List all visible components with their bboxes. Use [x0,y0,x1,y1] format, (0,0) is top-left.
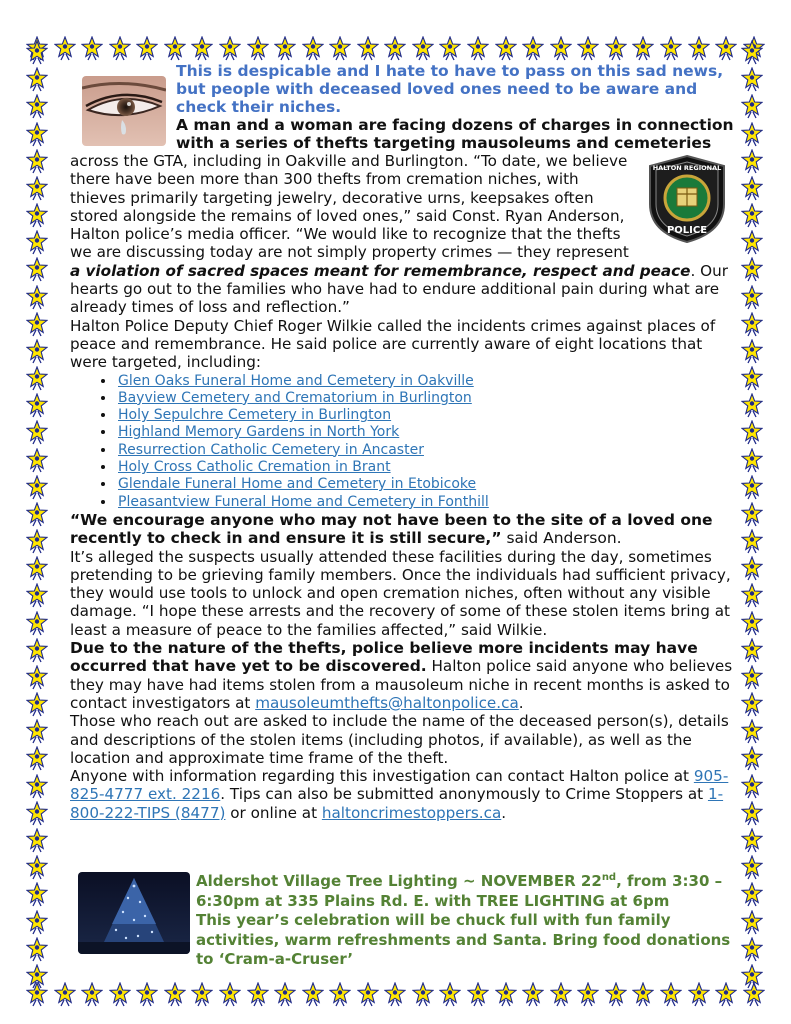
border-star-icon [26,719,48,745]
border-star-icon [164,36,186,62]
border-star-icon [191,982,213,1008]
event-date-suffix: nd [601,872,617,883]
paragraph-1-end: . Our hearts go out to the families who have had to endure additional pain during what are already times of loss and reflection.” [70,261,728,317]
border-star-icon [741,937,763,963]
border-star-icon [26,230,48,256]
border-star-icon [741,774,763,800]
border-star-icon [741,393,763,419]
border-star-icon [26,475,48,501]
location-link[interactable]: Glen Oaks Funeral Home and Cemetery in Oakville [118,372,474,389]
border-star-icon [522,36,544,62]
border-star-icon [54,36,76,62]
border-star-icon [741,40,763,66]
paragraph-1-emphasis: a violation of sacred spaces meant for remembrance, respect and peace [70,261,691,280]
anderson-quote [70,511,740,548]
border-star-icon [26,257,48,283]
border-star-icon [741,638,763,664]
border-star-icon [54,982,76,1008]
border-star-icon [741,122,763,148]
border-star-icon [274,36,296,62]
border-star-icon [741,855,763,881]
border-star-icon [81,982,103,1008]
paragraph-5: Those who reach out are asked to include the name of the deceased person(s), details and descriptions of the stolen items (including photos, if available), as well as the location and approximate time frame of the theft. [70,712,729,767]
border-star-icon [329,36,351,62]
paragraph-4-bold: Due to the nature of the thefts, police believe more incidents may have occurred that have yet to be discovered. [70,639,698,676]
border-star-icon [357,36,379,62]
border-star-icon [357,982,379,1008]
border-star-icon [219,982,241,1008]
list-item [116,494,740,511]
list-item [116,442,740,459]
border-star-icon [495,36,517,62]
location-link[interactable]: Highland Memory Gardens in North York [118,424,400,441]
location-link[interactable]: Glendale Funeral Home and Cemetery in Etobicoke [118,476,477,493]
border-star-icon [741,692,763,718]
border-star-icon [26,94,48,120]
border-star-icon [384,982,406,1008]
paragraph-1 [70,152,740,317]
border-star-icon [26,665,48,691]
border-star-icon [26,855,48,881]
border-star-icon [247,982,269,1008]
border-star-icon [26,583,48,609]
border-star-icon [741,312,763,338]
border-star-icon [26,746,48,772]
border-star-icon [26,122,48,148]
paragraph-4-text: Halton police said anyone who believes they may have had items stolen from a mausoleum niche in recent months is asked to contact investigators at [70,657,733,712]
border-star-icon [605,36,627,62]
border-star-icon [26,339,48,365]
article-headline: This is despicable and I hate to have to pass on this sad news, but people with deceased loved ones need to be aware and check their niches. [176,62,724,116]
border-star-icon [136,36,158,62]
paragraph-4-end: . [518,693,524,712]
halton-police-badge [644,154,730,244]
paragraph-3: It’s alleged the suspects usually attended these facilities during the day, sometimes pretending to be grieving family members. Once the individuals had sufficient privacy, they would use tools to unlock and open cremation niches, often without any visible damage. “I hope these arrests and the recovery of some of these stolen items bring at least a measure of peace to the families affected,” said Wilkie. [70,547,731,639]
border-star-icon [741,285,763,311]
border-star-icon [741,475,763,501]
border-star-icon [605,982,627,1008]
border-left [26,40,56,990]
event-details [196,868,736,911]
border-star-icon [26,638,48,664]
border-star-icon [191,36,213,62]
paragraph-6-d: . [501,803,507,822]
border-star-icon [164,982,186,1008]
border-star-icon [109,36,131,62]
quote-attribution: said Anderson. [501,529,622,548]
border-star-icon [26,393,48,419]
border-star-icon [577,36,599,62]
paragraph-6-b: . Tips can also be submitted anonymously to Crime Stoppers at [220,785,708,804]
border-bottom [0,982,791,1012]
border-star-icon [495,982,517,1008]
event-details-b: , from 3:30 – 6:30pm at 335 Plains Rd. E. with TREE LIGHTING at 6pm [196,872,723,910]
newsletter-page [70,62,740,822]
list-item [116,459,740,476]
border-star-icon [741,366,763,392]
border-star-icon [741,448,763,474]
list-item [116,424,740,441]
article-subhead: A man and a woman are facing dozens of charges in connection with a series of thefts targeting mausoleums and cemeteries [176,116,734,152]
border-star-icon [26,420,48,446]
border-star-icon [412,982,434,1008]
border-star-icon [632,982,654,1008]
badge-top-text: HALTON REGIONAL [652,164,722,172]
border-star-icon [550,982,572,1008]
border-star-icon [741,203,763,229]
border-star-icon [741,719,763,745]
border-star-icon [741,964,763,990]
list-item [116,407,740,424]
border-star-icon [109,982,131,1008]
border-star-icon [26,285,48,311]
border-star-icon [219,36,241,62]
border-star-icon [26,176,48,202]
border-star-icon [741,502,763,528]
border-star-icon [26,882,48,908]
border-star-icon [550,36,572,62]
location-link[interactable]: Pleasantview Funeral Home and Cemetery in Fonthill [118,493,489,510]
crying-eye-photo [82,76,166,146]
border-star-icon [660,36,682,62]
border-star-icon [26,964,48,990]
crime-stoppers-website-link[interactable]: haltoncrimestoppers.ca [321,803,502,822]
christmas-tree-photo [78,872,190,954]
border-star-icon [741,556,763,582]
border-star-icon [26,67,48,93]
border-star-icon [26,828,48,854]
list-item [116,373,740,390]
border-star-icon [467,36,489,62]
border-star-icon [467,982,489,1008]
border-star-icon [26,149,48,175]
border-star-icon [26,448,48,474]
border-star-icon [384,36,406,62]
border-star-icon [741,149,763,175]
border-star-icon [741,910,763,936]
border-right [741,40,771,990]
paragraph-2: Halton Police Deputy Chief Roger Wilkie called the incidents crimes against places of peace and remembrance. He said police are currently aware of eight locations that were targeted, including: [70,316,716,372]
border-star-icon [26,312,48,338]
border-star-icon [688,36,710,62]
border-star-icon [741,583,763,609]
badge-bottom-text: POLICE [666,225,708,236]
paragraph-6-a: Anyone with information regarding this investigation can contact Halton police at [70,767,694,786]
border-star-icon [715,982,737,1008]
border-star-icon [741,801,763,827]
border-star-icon [26,910,48,936]
border-star-icon [26,366,48,392]
border-star-icon [522,982,544,1008]
border-star-icon [274,982,296,1008]
border-star-icon [26,611,48,637]
border-star-icon [26,203,48,229]
border-star-icon [302,982,324,1008]
border-star-icon [741,611,763,637]
paragraph-6-c: or online at [225,803,322,822]
border-star-icon [688,982,710,1008]
location-link[interactable]: Bayview Cemetery and Crematorium in Burlington [118,389,472,406]
border-star-icon [26,40,48,66]
border-star-icon [26,692,48,718]
border-star-icon [741,94,763,120]
list-item [116,390,740,407]
border-star-icon [741,257,763,283]
list-item [116,476,740,493]
border-star-icon [741,665,763,691]
border-star-icon [26,556,48,582]
border-star-icon [136,982,158,1008]
location-link[interactable]: Holy Cross Catholic Cremation in Brant [118,459,391,476]
location-link[interactable]: Holy Sepulchre Cemetery in Burlington [118,407,392,424]
border-star-icon [741,67,763,93]
border-star-icon [439,982,461,1008]
event-description: This year’s celebration will be chuck full with fun family activities, warm refreshments and Santa. Bring food donations to ‘Cram-a-Cruser’ [196,911,731,968]
border-star-icon [741,176,763,202]
crime-stoppers-phone-link[interactable]: 1-800-222-TIPS (8477) [70,785,724,822]
border-star-icon [26,529,48,555]
border-star-icon [412,36,434,62]
locations-list [70,373,740,511]
border-star-icon [741,828,763,854]
border-star-icon [741,339,763,365]
border-star-icon [26,937,48,963]
border-star-icon [26,502,48,528]
border-star-icon [247,36,269,62]
border-star-icon [660,982,682,1008]
email-link[interactable]: mausoleumthefts@haltonpolice.ca [255,693,519,712]
tree-lighting-event [196,868,736,970]
border-star-icon [81,36,103,62]
border-star-icon [741,529,763,555]
border-star-icon [741,420,763,446]
border-star-icon [741,746,763,772]
event-details-a: Aldershot Village Tree Lighting ~ NOVEMBER 22 [196,872,602,890]
phone-link[interactable]: 905-825-4777 ext. 2216 [70,767,729,804]
quote-text: “We encourage anyone who may not have been to the site of a loved one recently to check in and ensure it is still secure,” [70,510,713,548]
border-star-icon [632,36,654,62]
border-star-icon [26,801,48,827]
paragraph-6 [70,767,740,822]
border-star-icon [26,774,48,800]
border-star-icon [741,230,763,256]
paragraph-1-text: across the GTA, including in Oakville and Burlington. “To date, we believe there have been more than 300 thefts from cremation niches, with thieves primarily targeting jewelry, decorative urns, keepsakes often stored alongside the remains of loved ones,” said Const. Ryan Anderson, Halton police’s media officer. “We would like to recognize that the thefts we are discussing today are not simply property crimes — they represent [70,152,629,262]
border-star-icon [715,36,737,62]
border-star-icon [329,982,351,1008]
border-star-icon [439,36,461,62]
border-star-icon [302,36,324,62]
border-star-icon [741,882,763,908]
location-link[interactable]: Resurrection Catholic Cemetery in Ancaster [118,441,424,458]
paragraph-4 [70,639,740,712]
border-star-icon [577,982,599,1008]
